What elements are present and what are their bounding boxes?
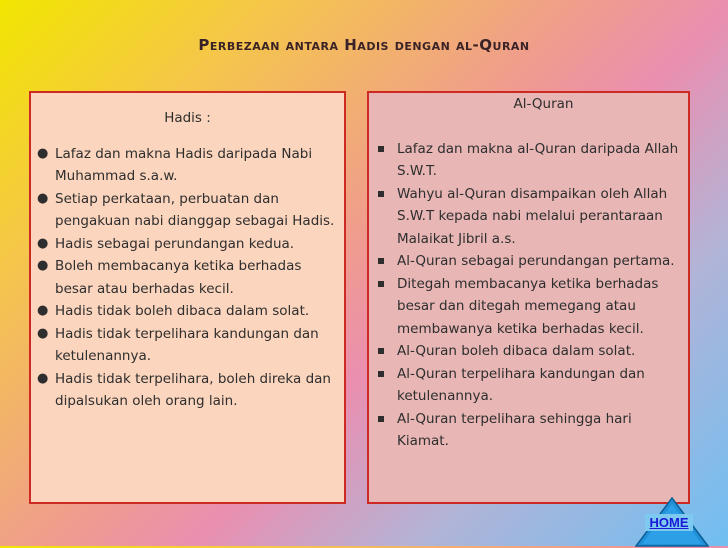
list-item-text: Hadis tidak terpelihara, boleh direka dan dipalsukan oleh orang lain. xyxy=(55,370,331,409)
list-item-text: Al-Quran boleh dibaca dalam solat. xyxy=(397,343,636,359)
bullet-icon: ● xyxy=(37,325,49,341)
list-item xyxy=(37,143,338,188)
list-item xyxy=(37,300,338,323)
hadis-list xyxy=(37,143,338,413)
list-item xyxy=(37,233,338,256)
bullet-icon: ● xyxy=(37,258,49,273)
list-item xyxy=(377,273,680,341)
square-bullet-icon xyxy=(378,416,384,422)
list-item-text: Al-Quran terpelihara kandungan dan ketulenannya. xyxy=(397,365,645,404)
list-item xyxy=(377,408,680,453)
list-item-text: Wahyu al-Quran disampaikan oleh Allah S.W.T kepada nabi melalui perantaraan Malaikat Jibril a.s. xyxy=(397,185,668,247)
hadis-heading: Hadis : xyxy=(164,110,211,126)
bullet-icon: ● xyxy=(37,190,49,206)
list-item xyxy=(377,340,680,363)
list-item-text: Al-Quran sebagai perundangan pertama. xyxy=(397,253,675,269)
quran-list xyxy=(377,138,680,453)
list-item xyxy=(377,250,680,273)
list-item xyxy=(377,183,680,251)
square-bullet-icon xyxy=(378,281,384,287)
list-item xyxy=(37,255,338,300)
list-item-text: Hadis sebagai perundangan kedua. xyxy=(55,235,295,252)
list-item xyxy=(377,363,680,408)
home-button[interactable] xyxy=(632,496,712,548)
list-item xyxy=(37,368,338,413)
square-bullet-icon xyxy=(378,258,384,264)
list-item-text: Lafaz dan makna al-Quran daripada Allah S.W.T. xyxy=(397,140,679,179)
list-item-text: Hadis tidak boleh dibaca dalam solat. xyxy=(55,303,310,319)
list-item-text: Setiap perkataan, perbuatan dan pengakuan nabi dianggap sebagai Hadis. xyxy=(55,190,335,229)
list-item xyxy=(37,323,338,368)
list-item-text: Al-Quran terpelihara sehingga hari Kiamat. xyxy=(397,410,632,449)
home-link[interactable]: HOME xyxy=(645,514,693,531)
list-item xyxy=(37,188,338,233)
square-bullet-icon xyxy=(378,371,384,377)
page-title: Perbezaan antara Hadis dengan al-Quran xyxy=(198,36,530,54)
hadis-panel xyxy=(29,91,346,504)
square-bullet-icon xyxy=(378,348,384,354)
bullet-icon: ● xyxy=(37,303,49,318)
square-bullet-icon xyxy=(378,146,384,152)
list-item-text: Boleh membacanya ketika berhadas besar atau berhadas kecil. xyxy=(55,258,302,297)
quran-heading: Al-Quran xyxy=(513,96,574,112)
list-item-text: Hadis tidak terpelihara kandungan dan ketulenannya. xyxy=(55,325,319,364)
quran-panel xyxy=(367,91,690,504)
list-item xyxy=(377,138,680,183)
bullet-icon: ● xyxy=(37,145,49,161)
bullet-icon: ● xyxy=(37,370,49,386)
bullet-icon: ● xyxy=(37,235,49,251)
list-item-text: Ditegah membacanya ketika berhadas besar dan ditegah memegang atau membawanya ketika berhadas kecil. xyxy=(397,275,659,337)
square-bullet-icon xyxy=(378,191,384,197)
list-item-text: Lafaz dan makna Hadis daripada Nabi Muhammad s.a.w. xyxy=(55,145,313,184)
